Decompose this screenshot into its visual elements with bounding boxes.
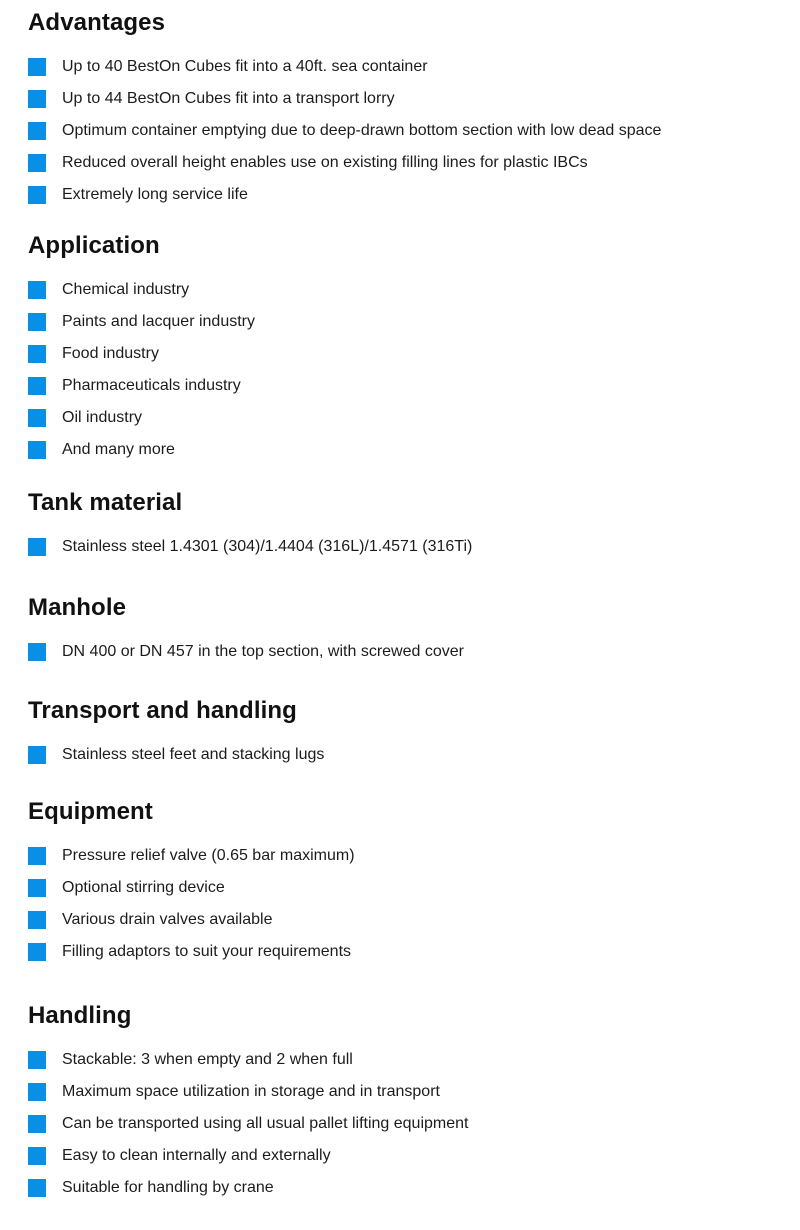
list-item-text: Reduced overall height enables use on existing filling lines for plastic IBCs (62, 154, 588, 171)
list-item-text: Stackable: 3 when empty and 2 when full (62, 1051, 353, 1068)
square-bullet-icon (28, 847, 46, 865)
square-bullet-icon (28, 1179, 46, 1197)
section-tank-material (28, 488, 788, 563)
section-title: Advantages (28, 9, 166, 36)
list-item-text: Stainless steel 1.4301 (304)/1.4404 (316L)/1.4571 (316Ti) (62, 538, 473, 555)
list-item (28, 274, 788, 306)
list-item (28, 402, 788, 434)
list-item-text: Extremely long service life (62, 186, 248, 203)
section-application (28, 231, 788, 466)
section-title: Transport and handling (28, 697, 297, 724)
square-bullet-icon (28, 943, 46, 961)
square-bullet-icon (28, 879, 46, 897)
square-bullet-icon (28, 122, 46, 140)
bullet-list (28, 1044, 788, 1204)
square-bullet-icon (28, 186, 46, 204)
list-item-text: Suitable for handling by crane (62, 1179, 274, 1196)
list-item (28, 936, 788, 968)
list-item (28, 1172, 788, 1204)
square-bullet-icon (28, 377, 46, 395)
square-bullet-icon (28, 911, 46, 929)
list-item (28, 1108, 788, 1140)
square-bullet-icon (28, 90, 46, 108)
list-item (28, 115, 788, 147)
list-item-text: Can be transported using all usual pallet lifting equipment (62, 1115, 469, 1132)
square-bullet-icon (28, 643, 46, 661)
list-item-text: Food industry (62, 345, 159, 362)
list-item (28, 1044, 788, 1076)
list-item-text: Maximum space utilization in storage and in transport (62, 1083, 440, 1100)
list-item-text: And many more (62, 441, 175, 458)
list-item-text: Pharmaceuticals industry (62, 377, 241, 394)
list-item-text: Easy to clean internally and externally (62, 1147, 331, 1164)
section-title: Application (28, 232, 160, 259)
square-bullet-icon (28, 1115, 46, 1133)
list-item (28, 1076, 788, 1108)
square-bullet-icon (28, 313, 46, 331)
square-bullet-icon (28, 1051, 46, 1069)
list-item (28, 872, 788, 904)
list-item-text: Paints and lacquer industry (62, 313, 255, 330)
list-item (28, 370, 788, 402)
section-equipment (28, 797, 788, 968)
list-item (28, 636, 788, 668)
list-item (28, 531, 788, 563)
square-bullet-icon (28, 441, 46, 459)
list-item-text: Up to 44 BestOn Cubes fit into a transport lorry (62, 90, 395, 107)
list-item-text: Chemical industry (62, 281, 190, 298)
bullet-list (28, 274, 788, 466)
square-bullet-icon (28, 1147, 46, 1165)
section-title: Equipment (28, 798, 153, 825)
section-title: Tank material (28, 489, 183, 516)
list-item (28, 739, 788, 771)
list-item (28, 179, 788, 211)
square-bullet-icon (28, 538, 46, 556)
list-item (28, 338, 788, 370)
section-manhole (28, 593, 788, 668)
bullet-list (28, 531, 788, 563)
list-item-text: Optional stirring device (62, 879, 225, 896)
section-title: Manhole (28, 594, 127, 621)
list-item (28, 51, 788, 83)
list-item (28, 83, 788, 115)
section-title: Handling (28, 1002, 132, 1029)
square-bullet-icon (28, 409, 46, 427)
list-item-text: Oil industry (62, 409, 143, 426)
list-item-text: Optimum container emptying due to deep-drawn bottom section with low dead space (62, 122, 662, 139)
bullet-list (28, 636, 788, 668)
list-item (28, 147, 788, 179)
bullet-list (28, 739, 788, 771)
section-advantages (28, 8, 788, 211)
section-transport-and-handling (28, 696, 788, 771)
list-item (28, 840, 788, 872)
list-item (28, 434, 788, 466)
square-bullet-icon (28, 746, 46, 764)
list-item-text: Stainless steel feet and stacking lugs (62, 746, 325, 763)
bullet-list (28, 51, 788, 211)
square-bullet-icon (28, 58, 46, 76)
list-item (28, 904, 788, 936)
square-bullet-icon (28, 1083, 46, 1101)
list-item-text: Various drain valves available (62, 911, 273, 928)
square-bullet-icon (28, 345, 46, 363)
list-item (28, 1140, 788, 1172)
list-item-text: Up to 40 BestOn Cubes fit into a 40ft. sea container (62, 58, 428, 75)
list-item-text: DN 400 or DN 457 in the top section, with screwed cover (62, 643, 464, 660)
section-handling (28, 1001, 788, 1204)
square-bullet-icon (28, 281, 46, 299)
square-bullet-icon (28, 154, 46, 172)
bullet-list (28, 840, 788, 968)
list-item-text: Filling adaptors to suit your requirements (62, 943, 352, 960)
list-item-text: Pressure relief valve (0.65 bar maximum) (62, 847, 355, 864)
list-item (28, 306, 788, 338)
